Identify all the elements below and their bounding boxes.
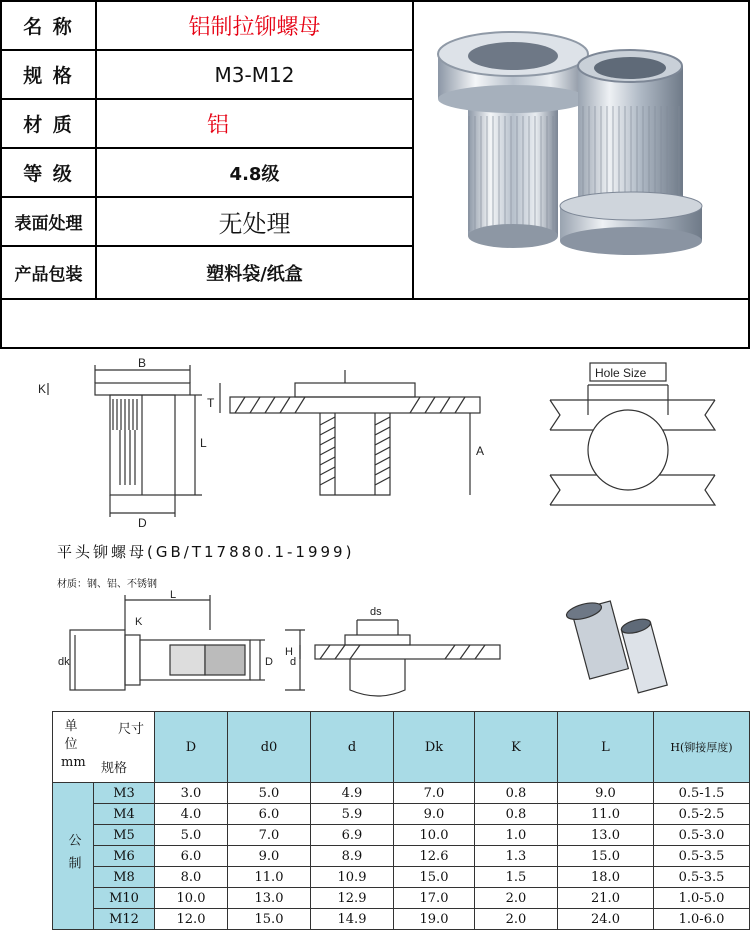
spec-label: 产品包装 [2,247,97,298]
label-A: A [476,444,485,458]
value-cell: 1.0-6.0 [654,909,750,930]
label-dk: dk [58,656,70,668]
value-cell: 6.0 [228,804,311,825]
value-cell: 9.0 [228,846,311,867]
value-cell: 1.0 [475,825,558,846]
value-cell: 18.0 [558,867,654,888]
value-cell: 4.0 [155,804,228,825]
spec-cell: M10 [94,888,155,909]
value-cell: 15.0 [558,846,654,867]
label-T: T [207,396,215,410]
value-cell: 2.0 [475,909,558,930]
value-cell: 6.0 [155,846,228,867]
spec-row-surface [2,198,412,247]
spec-row-material [2,100,412,149]
spec-label: 等 级 [2,149,97,196]
value-cell: 3.0 [155,783,228,804]
spec-value: 铝 [207,113,230,138]
col-header: D [155,712,228,783]
dimension-diagram-1 [30,355,730,530]
value-cell: 0.5-3.5 [654,846,750,867]
side-label: 公制 [53,783,94,930]
table-row [53,909,750,930]
value-cell: 7.0 [228,825,311,846]
value-cell: 17.0 [394,888,475,909]
value-cell: 9.0 [394,804,475,825]
value-cell: 21.0 [558,888,654,909]
value-cell: 12.9 [311,888,394,909]
label-D: D [265,656,273,668]
value-cell: 6.9 [311,825,394,846]
label-L: L [170,590,177,601]
table-row [53,888,750,909]
col-header: L [558,712,654,783]
spec-label: 材 质 [2,100,97,147]
spec-row-grade [2,149,412,198]
value-cell: 11.0 [228,867,311,888]
value-cell: 1.5 [475,867,558,888]
flat-head-diagram [50,590,700,705]
spec-label: 规 格 [2,51,97,98]
spec-value: 无处理 [218,210,291,238]
col-header: K [475,712,558,783]
rivet-nut-photo [420,6,745,294]
value-cell: 13.0 [558,825,654,846]
value-cell: 1.0-5.0 [654,888,750,909]
spec-table [0,0,750,349]
value-cell: 24.0 [558,909,654,930]
table-row [53,825,750,846]
value-cell: 11.0 [558,804,654,825]
divider [2,298,748,300]
value-cell: 0.5-1.5 [654,783,750,804]
spec-label: 表面处理 [2,198,97,245]
spec-cell: M6 [94,846,155,867]
col-header: d0 [228,712,311,783]
value-cell: 12.6 [394,846,475,867]
label-hole-size: Hole Size [595,366,647,380]
label-d: d [290,656,297,668]
label-K: K [135,616,143,628]
value-cell: 0.5-2.5 [654,804,750,825]
table-row [53,804,750,825]
value-cell: 9.0 [558,783,654,804]
value-cell: 5.0 [228,783,311,804]
spec-row-name [2,2,412,51]
value-cell: 7.0 [394,783,475,804]
value-cell: 14.9 [311,909,394,930]
spec-cell: M12 [94,909,155,930]
divider [412,2,414,298]
value-cell: 1.3 [475,846,558,867]
label-K: K [38,382,47,396]
spec-label: 规格 [101,761,128,776]
spec-row-packaging [2,247,412,298]
value-cell: 8.0 [155,867,228,888]
value-cell: 5.0 [155,825,228,846]
spec-cell: M5 [94,825,155,846]
nut-head [95,383,190,395]
label-H: H [285,646,293,658]
table-row [53,867,750,888]
label-D: D [138,516,147,530]
value-cell: 10.9 [311,867,394,888]
size-label: 尺寸 [117,722,144,737]
value-cell: 10.0 [394,825,475,846]
spec-value: M3-M12 [214,62,295,87]
label-L: L [200,436,207,450]
flat-head-title: 平头铆螺母(GB/T17880.1-1999) [57,543,355,561]
value-cell: 4.9 [311,783,394,804]
col-header: Dk [394,712,475,783]
spec-cell: M3 [94,783,155,804]
value-cell: 19.0 [394,909,475,930]
col-header: d [311,712,394,783]
value-cell: 15.0 [228,909,311,930]
material-note: 材质：钢、铝、不锈钢 [57,579,157,590]
spec-value: 铝制拉铆螺母 [188,15,321,40]
spec-value: 4.8级 [229,163,280,185]
spec-cell: M8 [94,867,155,888]
col-header: H(铆接厚度) [654,712,750,783]
value-cell: 0.8 [475,804,558,825]
value-cell: 12.0 [155,909,228,930]
spec-row-size [2,51,412,100]
spec-cell: M4 [94,804,155,825]
value-cell: 0.8 [475,783,558,804]
spec-value: 塑料袋/纸盒 [206,263,303,285]
spec-label: 名 称 [2,2,97,49]
value-cell: 13.0 [228,888,311,909]
value-cell: 10.0 [155,888,228,909]
table-row [53,783,750,804]
table-row [53,846,750,867]
value-cell: 0.5-3.0 [654,825,750,846]
dimensions-table [52,711,750,930]
value-cell: 2.0 [475,888,558,909]
label-B: B [138,356,147,370]
value-cell: 5.9 [311,804,394,825]
unit-label: 单位mm [61,719,86,770]
label-ds: ds [370,606,382,618]
value-cell: 15.0 [394,867,475,888]
table-corner [53,712,155,783]
value-cell: 0.5-3.5 [654,867,750,888]
value-cell: 8.9 [311,846,394,867]
